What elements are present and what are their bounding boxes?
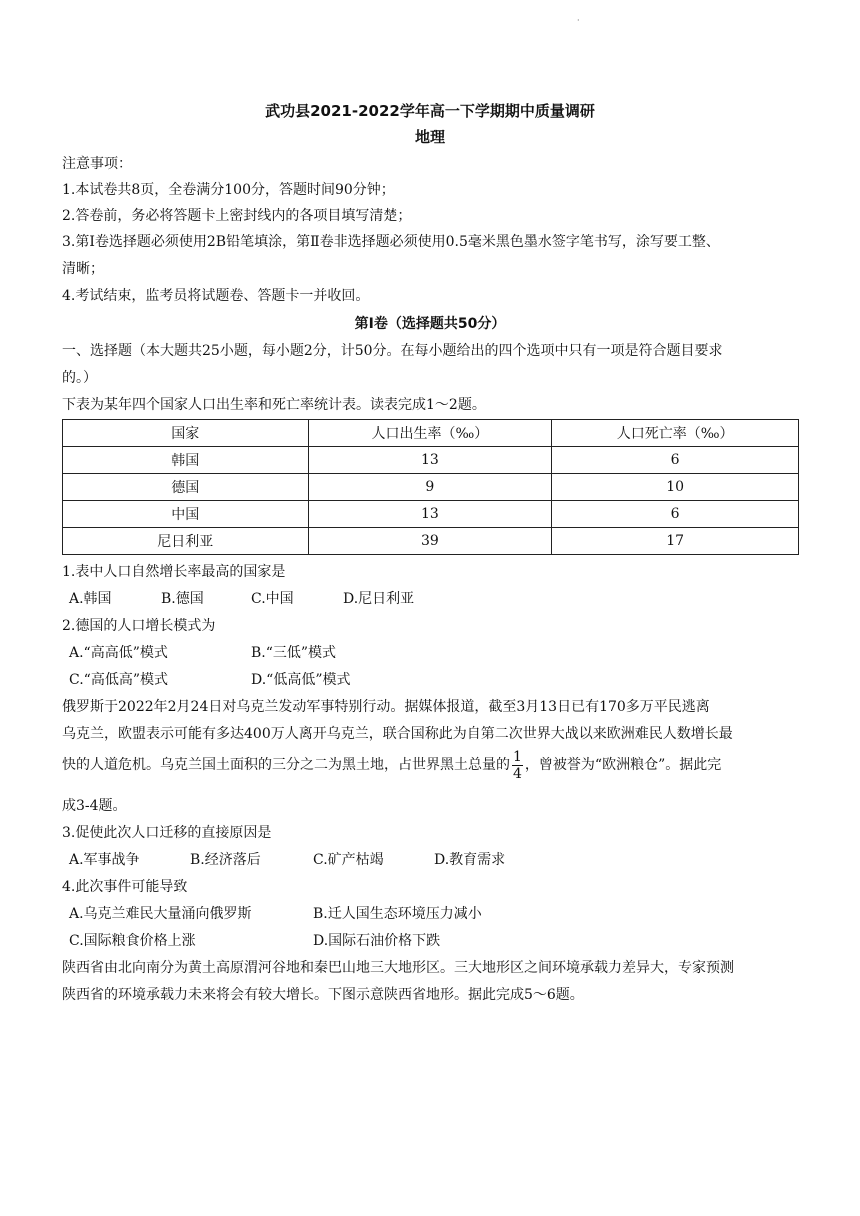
table-cell: 10: [552, 474, 799, 501]
table-row: [63, 474, 799, 501]
note-item: 清晰；: [62, 261, 104, 277]
passage-ukraine-end: 成3-4题。: [62, 798, 127, 814]
note-item: 1.本试卷共8页，全卷满分100分，答题时间90分钟；: [62, 182, 395, 198]
q3-option-b: B.经济落后: [190, 852, 261, 868]
top-dot: ·: [577, 16, 580, 25]
passage-text: ，曾被誉为“欧洲粮仓”。据此完: [524, 757, 722, 773]
q2-option-c: C.“高低高”模式: [69, 672, 168, 688]
q2-option-d: D.“低高低”模式: [251, 672, 351, 688]
table-cell: 17: [552, 528, 799, 555]
table-cell: 39: [308, 528, 552, 555]
passage-shaanxi: 陕西省由北向南分为黄土高原渭河谷地和秦巴山地三大地形区。三大地形区之间环境承载力差异大，专家预测: [62, 960, 734, 976]
q4-option-c: C.国际粮食价格上涨: [69, 933, 196, 949]
notes-heading: 注意事项：: [62, 156, 132, 172]
q2-option-b: B.“三低”模式: [251, 645, 337, 661]
birth-death-rate-table: [62, 419, 799, 555]
q1-option-a: A.韩国: [69, 591, 112, 607]
section-heading: 第Ⅰ卷（选择题共50分）: [354, 316, 506, 332]
exam-title: 武功县2021-2022学年高一下学期期中质量调研: [265, 102, 595, 120]
passage-ukraine: 俄罗斯于2022年2月24日对乌克兰发动军事特别行动。据媒体报道，截至3月13日已有170多万平民逃离: [62, 699, 710, 715]
section-intro-cont: 的。）: [62, 370, 97, 386]
question-1-stem: 1.表中人口自然增长率最高的国家是: [62, 564, 286, 580]
q1-option-c: C.中国: [251, 591, 294, 607]
table-cell: 9: [308, 474, 552, 501]
q3-option-c: C.矿产枯竭: [313, 852, 384, 868]
q3-option-a: A.军事战争: [69, 852, 140, 868]
table-cell: 13: [308, 447, 552, 474]
fraction-denominator: 4: [513, 765, 522, 782]
note-item: 2.答卷前，务必将答题卡上密封线内的各项目填写清楚；: [62, 208, 412, 224]
table-header-row: [63, 420, 799, 447]
q4-option-b: B.迁人国生态环境压力减小: [313, 906, 482, 922]
subject-title: 地理: [414, 128, 445, 146]
table-cell: 德国: [63, 474, 309, 501]
table-cell: 6: [552, 501, 799, 528]
q3-option-d: D.教育需求: [434, 852, 506, 868]
note-item: 3.第Ⅰ卷选择题必须使用2B铅笔填涂，第Ⅱ卷非选择题必须使用0.5毫米黑色墨水签字笔书写，涂写要工整、: [62, 234, 720, 250]
column-header-country: 国家: [63, 420, 309, 447]
q1-option-d: D.尼日利亚: [343, 591, 415, 607]
passage-shaanxi-cont: 陕西省的环境承载力未来将会有较大增长。下图示意陕西省地形。据此完成5～6题。: [62, 987, 584, 1003]
passage-ukraine-cont: 乌克兰，欧盟表示可能有多达400万人离开乌克兰，联合国称此为自第二次世界大战以来欧洲难民人数增长最: [62, 726, 733, 742]
table-cell: 韩国: [63, 447, 309, 474]
q1-option-b: B.德国: [161, 591, 204, 607]
passage-ukraine-fraction-line: [62, 748, 721, 782]
column-header-death-rate: 人口死亡率（‰）: [552, 420, 799, 447]
question-4-stem: 4.此次事件可能导致: [62, 879, 188, 895]
table-intro: 下表为某年四个国家人口出生率和死亡率统计表。读表完成1～2题。: [62, 397, 486, 413]
table-cell: 尼日利亚: [63, 528, 309, 555]
table-cell: 13: [308, 501, 552, 528]
table-row: [63, 447, 799, 474]
fraction-numerator: 1: [513, 748, 522, 765]
column-header-birth-rate: 人口出生率（‰）: [308, 420, 552, 447]
q4-option-d: D.国际石油价格下跌: [313, 933, 441, 949]
passage-text: 快的人道危机。乌克兰国土面积的三分之二为黑土地，占世界黑土总量的: [62, 757, 510, 773]
table-cell: 中国: [63, 501, 309, 528]
q2-option-a: A.“高高低”模式: [69, 645, 168, 661]
q4-option-a: A.乌克兰难民大量涌向俄罗斯: [69, 906, 252, 922]
question-2-stem: 2.德国的人口增长模式为: [62, 618, 216, 634]
note-item: 4.考试结束，监考员将试题卷、答题卡一并收回。: [62, 288, 370, 304]
fraction-one-quarter: [512, 749, 523, 782]
table-row: [63, 528, 799, 555]
question-3-stem: 3.促使此次人口迁移的直接原因是: [62, 825, 272, 841]
section-intro: 一、选择题（本大题共25小题，每小题2分，计50分。在每小题给出的四个选项中只有一项是符合题目要求: [62, 343, 723, 359]
table-row: [63, 501, 799, 528]
table-cell: 6: [552, 447, 799, 474]
